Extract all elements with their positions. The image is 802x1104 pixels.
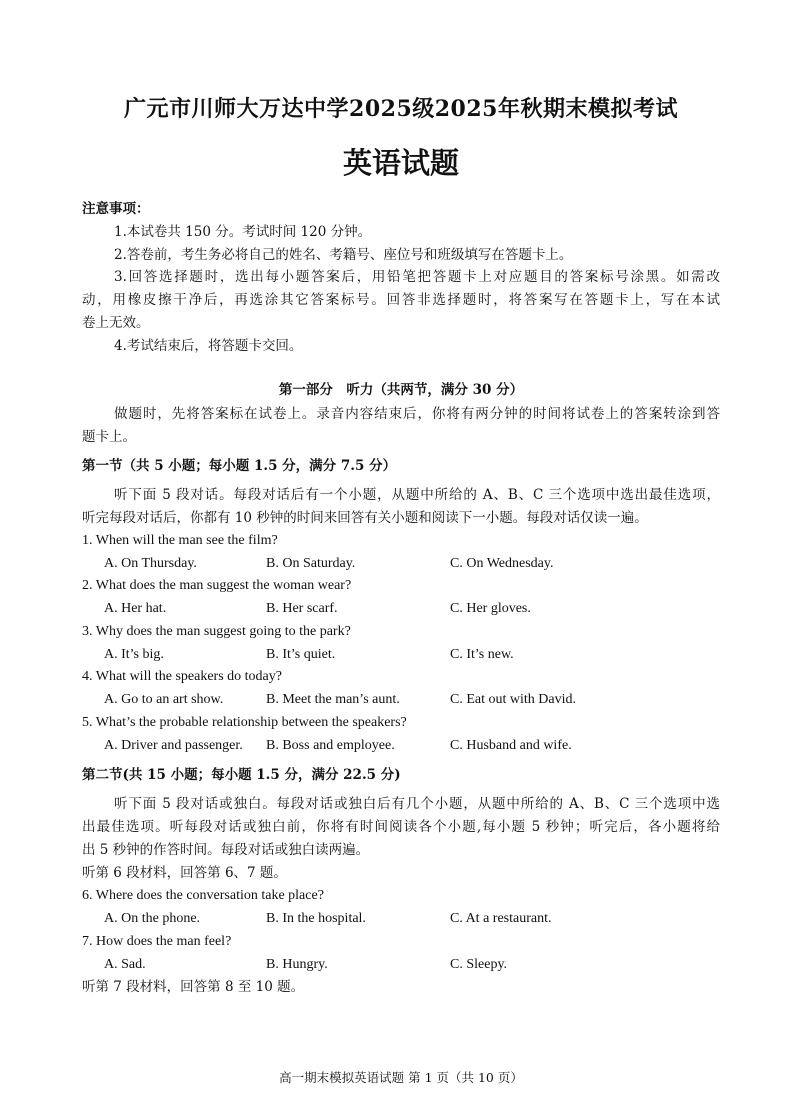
exam-subtitle: 英语试题 xyxy=(342,146,459,180)
option-c: C. Sleepy. xyxy=(450,957,508,972)
option-c: C. It’s new. xyxy=(450,647,514,662)
section2-intro: 出 5 秒钟的作答时间。每段对话或独白读两遍。 xyxy=(82,842,370,858)
material-instruction: 听第 6 段材料，回答第 6、7 题。 xyxy=(82,865,287,881)
question: 5. What’s the probable relationship between the speakers? xyxy=(82,715,407,730)
section2-heading: 第二节(共 15 小题；每小题 1.5 分，满分 22.5 分) xyxy=(82,767,401,783)
section2-intro: 听下面 5 段对话或独白。每段对话或独白后有几个小题，从题中所给的 A、B、C 三个选项中选 xyxy=(114,796,720,812)
option-c: C. On Wednesday. xyxy=(450,556,554,571)
option-b: B. In the hospital. xyxy=(266,911,366,926)
question: 1. When will the man see the film? xyxy=(82,533,278,548)
option-a: A. Sad. xyxy=(104,957,146,972)
option-c: C. Eat out with David. xyxy=(450,692,576,707)
notice-item: 2.答卷前，考生务必将自己的姓名、考籍号、座位号和班级填写在答题卡上。 xyxy=(114,247,573,263)
notice-item: 动，用橡皮擦干净后，再选涂其它答案标号。回答非选择题时，将答案写在答题卡上，写在本试 xyxy=(82,292,720,308)
option-b: B. Hungry. xyxy=(266,957,328,972)
question: 4. What will the speakers do today? xyxy=(82,669,282,684)
question: 7. How does the man feel? xyxy=(82,934,232,949)
option-c: C. At a restaurant. xyxy=(450,911,552,926)
notice-item: 3.回答选择题时，选出每小题答案后，用铅笔把答题卡上对应题目的答案标号涂黑。如需改 xyxy=(114,269,720,285)
part1-intro: 做题时，先将答案标在试卷上。录音内容结束后，你将有两分钟的时间将试卷上的答案转涂到答 xyxy=(114,406,720,422)
option-b: B. Her scarf. xyxy=(266,601,338,616)
option-a: A. On Thursday. xyxy=(104,556,197,571)
option-b: B. Meet the man’s aunt. xyxy=(266,692,400,707)
notice-item: 1.本试卷共 150 分。考试时间 120 分钟。 xyxy=(114,224,372,240)
option-b: B. Boss and employee. xyxy=(266,738,395,753)
option-c: C. Her gloves. xyxy=(450,601,531,616)
option-a: A. On the phone. xyxy=(104,911,201,926)
material-instruction: 听第 7 段材料，回答第 8 至 10 题。 xyxy=(82,979,305,995)
option-a: A. Go to an art show. xyxy=(104,692,224,707)
option-a: A. Driver and passenger. xyxy=(104,738,243,753)
exam-title: 广元市川师大万达中学2025级2025年秋期末模拟考试 xyxy=(124,96,678,122)
notice-heading: 注意事项： xyxy=(82,201,150,217)
question: 3. Why does the man suggest going to the park? xyxy=(82,624,351,639)
page-footer: 高一期末模拟英语试题 第 1 页（共 10 页） xyxy=(279,1070,523,1085)
section1-intro: 听下面 5 段对话。每段对话后有一个小题，从题中所给的 A、B、C 三个选项中选出最佳选项， xyxy=(114,487,720,503)
question: 2. What does the man suggest the woman wear? xyxy=(82,578,352,593)
question: 6. Where does the conversation take place? xyxy=(82,888,324,903)
section2-intro: 出最佳选项。听每段对话或独白前，你将有时间阅读各个小题,每小题 5 秒钟；听完后，各小题将给 xyxy=(82,819,720,835)
option-c: C. Husband and wife. xyxy=(450,738,572,753)
notice-item: 4.考试结束后，将答题卡交回。 xyxy=(114,338,303,354)
option-a: A. It’s big. xyxy=(104,647,164,662)
option-b: B. It’s quiet. xyxy=(266,647,336,662)
option-a: A. Her hat. xyxy=(104,601,167,616)
part1-intro: 题卡上。 xyxy=(82,429,136,445)
section1-intro: 听完每段对话后，你都有 10 秒钟的时间来回答有关小题和阅读下一小题。每段对话仅读一遍。 xyxy=(82,510,648,526)
notice-item: 卷上无效。 xyxy=(82,315,150,331)
option-b: B. On Saturday. xyxy=(266,556,356,571)
part1-heading: 第一部分 听力（共两节，满分 30 分） xyxy=(278,382,524,398)
section1-heading: 第一节（共 5 小题；每小题 1.5 分，满分 7.5 分） xyxy=(82,458,397,474)
